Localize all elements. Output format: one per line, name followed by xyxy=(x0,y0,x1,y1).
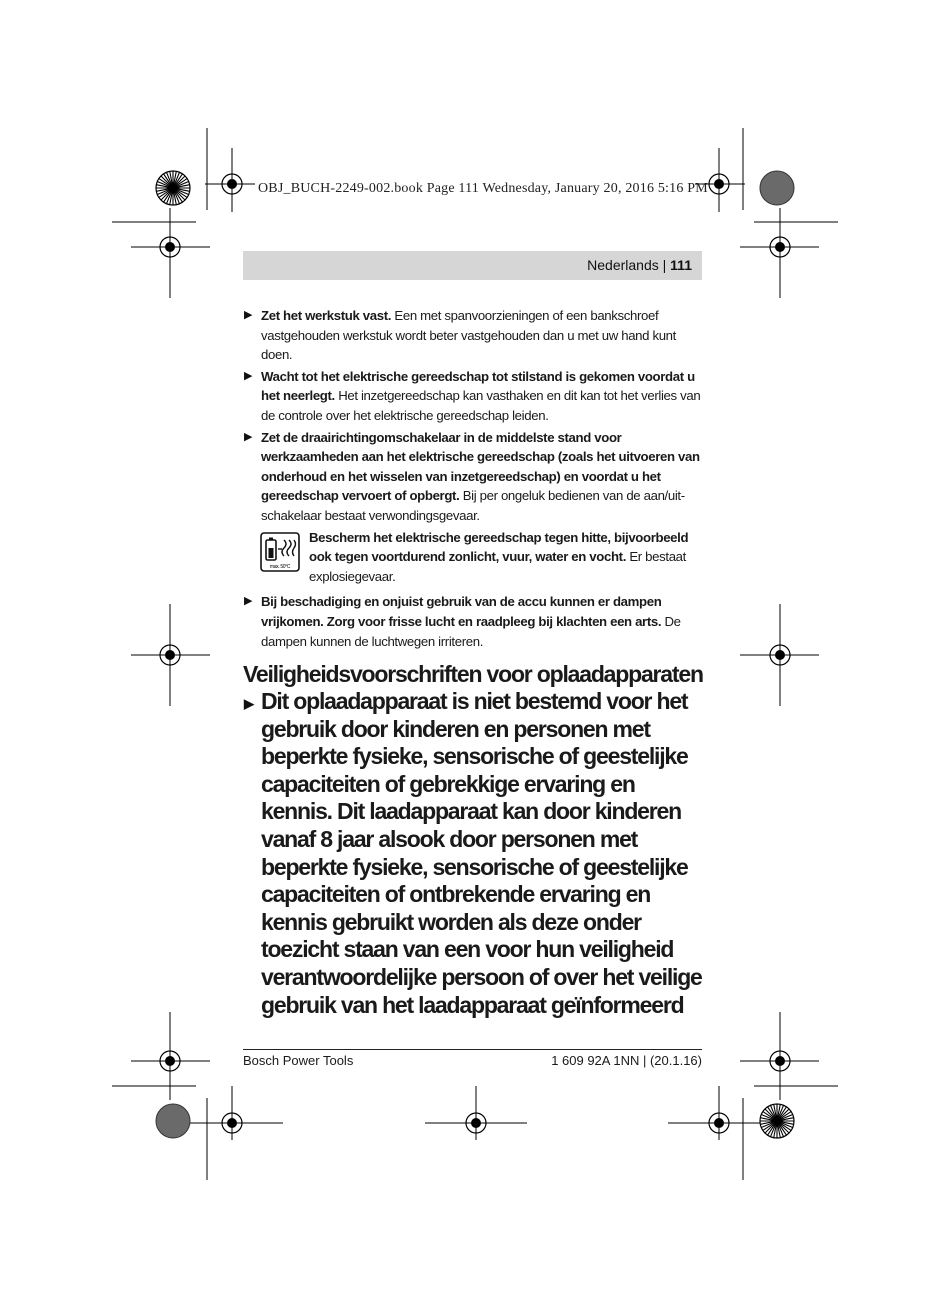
heat-warning-bold: Bescherm het elektrische gereedschap tegen hitte, bijvoorbeeld ook tegen voortdurend zonlicht, vuur, water en vocht. xyxy=(309,529,689,565)
safety-item-bold: Zet de draairichtingomschakelaar in de middelste stand voor werkzaamheden aan het elektrische gereedschap (zoals het uitvoeren van onderhoud en het wisselen van inzetgereedschap) en voordat u het gereedschap vervoert of opbergt. xyxy=(261,429,700,504)
heat-warning xyxy=(243,528,702,587)
safety-item xyxy=(243,367,702,426)
charger-item-text: Dit oplaadapparaat is niet bestemd voor het gebruik door kinderen en personen met beperkte fysieke, sensorische of geestelijke capaciteiten of gebrekkige ervaring en kennis. Dit laadapparaat kan door kinderen vanaf 8 jaar alsook door personen met beperkte fysieke, sensorische of geestelijke capaciteiten of ontbrekende ervaring en kennis gebruikt worden als deze onder toezicht staan van een voor hun veiligheid verantwoordelijke persoon of over het veilige gebruik van het laadapparaat geïnformeerd xyxy=(261,688,702,1018)
safety-item-bold: Wacht tot het elektrische gereedschap tot stilstand is gekomen voordat u het neerlegt. xyxy=(261,368,695,404)
safety-item xyxy=(243,306,702,365)
page-content xyxy=(243,306,702,1019)
battery-item-bold: Bij beschadiging en onjuist gebruik van de accu kunnen er dampen vrijkomen. Zorg voor frisse lucht en raadpleeg bij klachten een arts. xyxy=(261,594,662,629)
footer-rule xyxy=(243,1049,702,1050)
safety-item-text: Een met spanvoorzieningen of een bankschroef vastgehouden werkstuk wordt beter vastgehouden dan u met uw hand kunt doen. xyxy=(261,308,676,363)
battery-item-text: De dampen kunnen de luchtwegen irriteren. xyxy=(261,613,681,649)
heat-warning-text: Er bestaat explosiegevaar. xyxy=(309,549,686,584)
bullet-triangle-icon: ▶ xyxy=(244,309,253,321)
header-separator: | xyxy=(662,257,667,273)
page-number: 111 xyxy=(670,257,692,273)
bullet-triangle-icon: ▶ xyxy=(244,430,253,443)
battery-heat-icon xyxy=(260,532,300,572)
bullet-triangle-icon: ▶ xyxy=(244,595,253,608)
print-slug-line: OBJ_BUCH-2249-002.book Page 111 Wednesday, January 20, 2016 5:16 PM xyxy=(258,181,708,196)
footer-doc-number: 1 609 92A 1NN | (20.1.16) xyxy=(551,1053,702,1068)
safety-item-text: Bij per ongeluk bedienen van de aan/uit-schakelaar bestaat verwondingsgevaar. xyxy=(261,488,685,523)
charger-safety-item xyxy=(243,688,702,1019)
safety-item-text: Het inzetgereedschap kan vasthaken en dit kan tot het verlies van de controle over het elektrische gereedschap leiden. xyxy=(261,388,701,423)
safety-item-bold: Zet het werkstuk vast. xyxy=(261,308,392,323)
bullet-triangle-icon: ▶ xyxy=(244,369,253,382)
footer-brand: Bosch Power Tools xyxy=(243,1053,354,1068)
page-header-bar xyxy=(243,251,702,280)
safety-item xyxy=(243,592,702,651)
header-language: Nederlands xyxy=(587,257,659,273)
battery-heat-icon-label: max. 50°C xyxy=(269,563,291,570)
safety-item xyxy=(243,428,702,526)
section-title: Veiligheidsvoorschriften voor oplaadapparaten xyxy=(243,661,703,688)
bullet-triangle-icon: ▶ xyxy=(244,696,253,712)
page-header xyxy=(587,257,692,273)
